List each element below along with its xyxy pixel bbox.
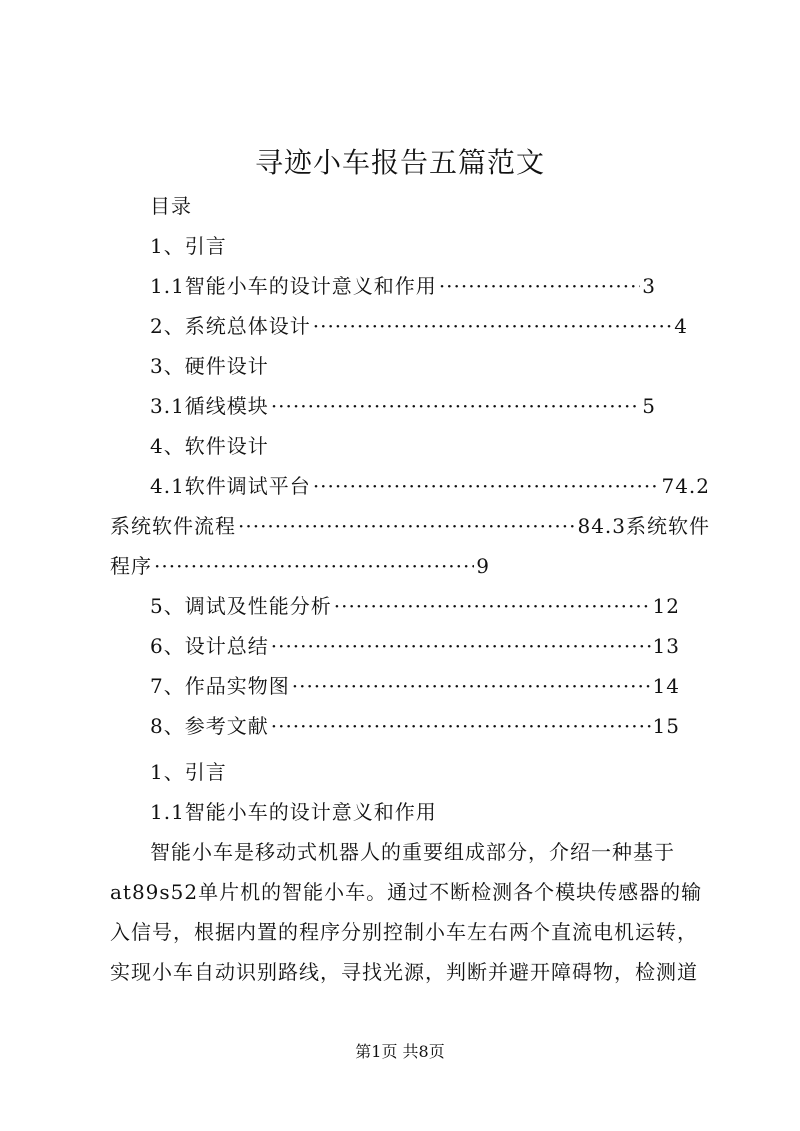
toc-entry <box>150 226 710 266</box>
toc-entry-label: 4.1软件调试平台 <box>150 474 311 498</box>
toc-entry-page: 74.2 <box>661 474 710 498</box>
toc-entry <box>150 466 710 506</box>
toc-entry-page: 84.3系统软件 <box>577 514 710 538</box>
toc-entry-label: 1、引言 <box>150 234 227 258</box>
subsection-heading: 1.1智能小车的设计意义和作用 <box>150 800 437 824</box>
toc-entry-label: 1.1智能小车的设计意义和作用 <box>150 274 437 298</box>
toc-entry <box>150 346 710 386</box>
toc-entry-label: 4、软件设计 <box>150 434 269 458</box>
toc-dot-leader <box>313 466 660 506</box>
toc-dot-leader <box>271 386 640 426</box>
toc-entry <box>150 426 710 466</box>
toc-entry-label: 6、设计总结 <box>150 634 269 658</box>
toc-entry <box>150 586 680 626</box>
toc-entry-label: 程序 <box>110 554 152 578</box>
toc-entry-page: 15 <box>652 714 680 738</box>
toc-entry-label: 5、调试及性能分析 <box>150 594 332 618</box>
toc-dot-leader <box>334 586 651 626</box>
toc-entry <box>150 626 680 666</box>
toc-entry <box>110 546 490 586</box>
toc-entry-label: 7、作品实物图 <box>150 674 290 698</box>
toc-entry-label: 8、参考文献 <box>150 714 269 738</box>
toc-entry-label: 3、硬件设计 <box>150 354 269 378</box>
toc-dot-leader <box>292 666 651 706</box>
toc-entry <box>150 706 680 746</box>
toc-heading: 目录 <box>150 194 192 218</box>
toc-entry <box>150 666 680 706</box>
toc-entry <box>110 506 710 546</box>
toc-entry <box>150 266 656 306</box>
body-paragraph-line: 智能小车是移动式机器人的重要组成部分，介绍一种基于 <box>150 840 675 864</box>
toc-entry-label: 2、系统总体设计 <box>150 314 311 338</box>
toc-entry-page: 12 <box>652 594 680 618</box>
toc-dot-leader <box>154 546 474 586</box>
body-paragraph-line: at89s52单片机的智能小车。通过不断检测各个模块传感器的输 <box>110 880 703 904</box>
section-heading: 1、引言 <box>150 760 227 784</box>
page-footer: 第1页 共8页 <box>355 1042 445 1061</box>
toc-entry-label: 3.1循线模块 <box>150 394 269 418</box>
toc-entry-page: 9 <box>476 554 490 578</box>
toc-entry <box>150 386 656 426</box>
toc-dot-leader <box>439 266 640 306</box>
toc-entry-page: 3 <box>642 274 656 298</box>
toc-entry-page: 14 <box>652 674 680 698</box>
toc-dot-leader <box>313 306 673 346</box>
toc-entry-page: 13 <box>652 634 680 658</box>
toc-dot-leader <box>271 706 651 746</box>
toc-dot-leader <box>238 506 575 546</box>
document-title: 寻迹小车报告五篇范文 <box>254 146 545 179</box>
toc-entry-label: 系统软件流程 <box>110 514 236 538</box>
toc-entry-page: 4 <box>674 314 688 338</box>
toc-entry <box>150 306 688 346</box>
body-paragraph-line: 实现小车自动识别路线，寻找光源，判断并避开障碍物，检测道 <box>110 960 698 984</box>
body-paragraph-line: 入信号，根据内置的程序分别控制小车左右两个直流电机运转， <box>110 920 698 944</box>
toc-dot-leader <box>271 626 651 666</box>
toc-entry-page: 5 <box>642 394 656 418</box>
